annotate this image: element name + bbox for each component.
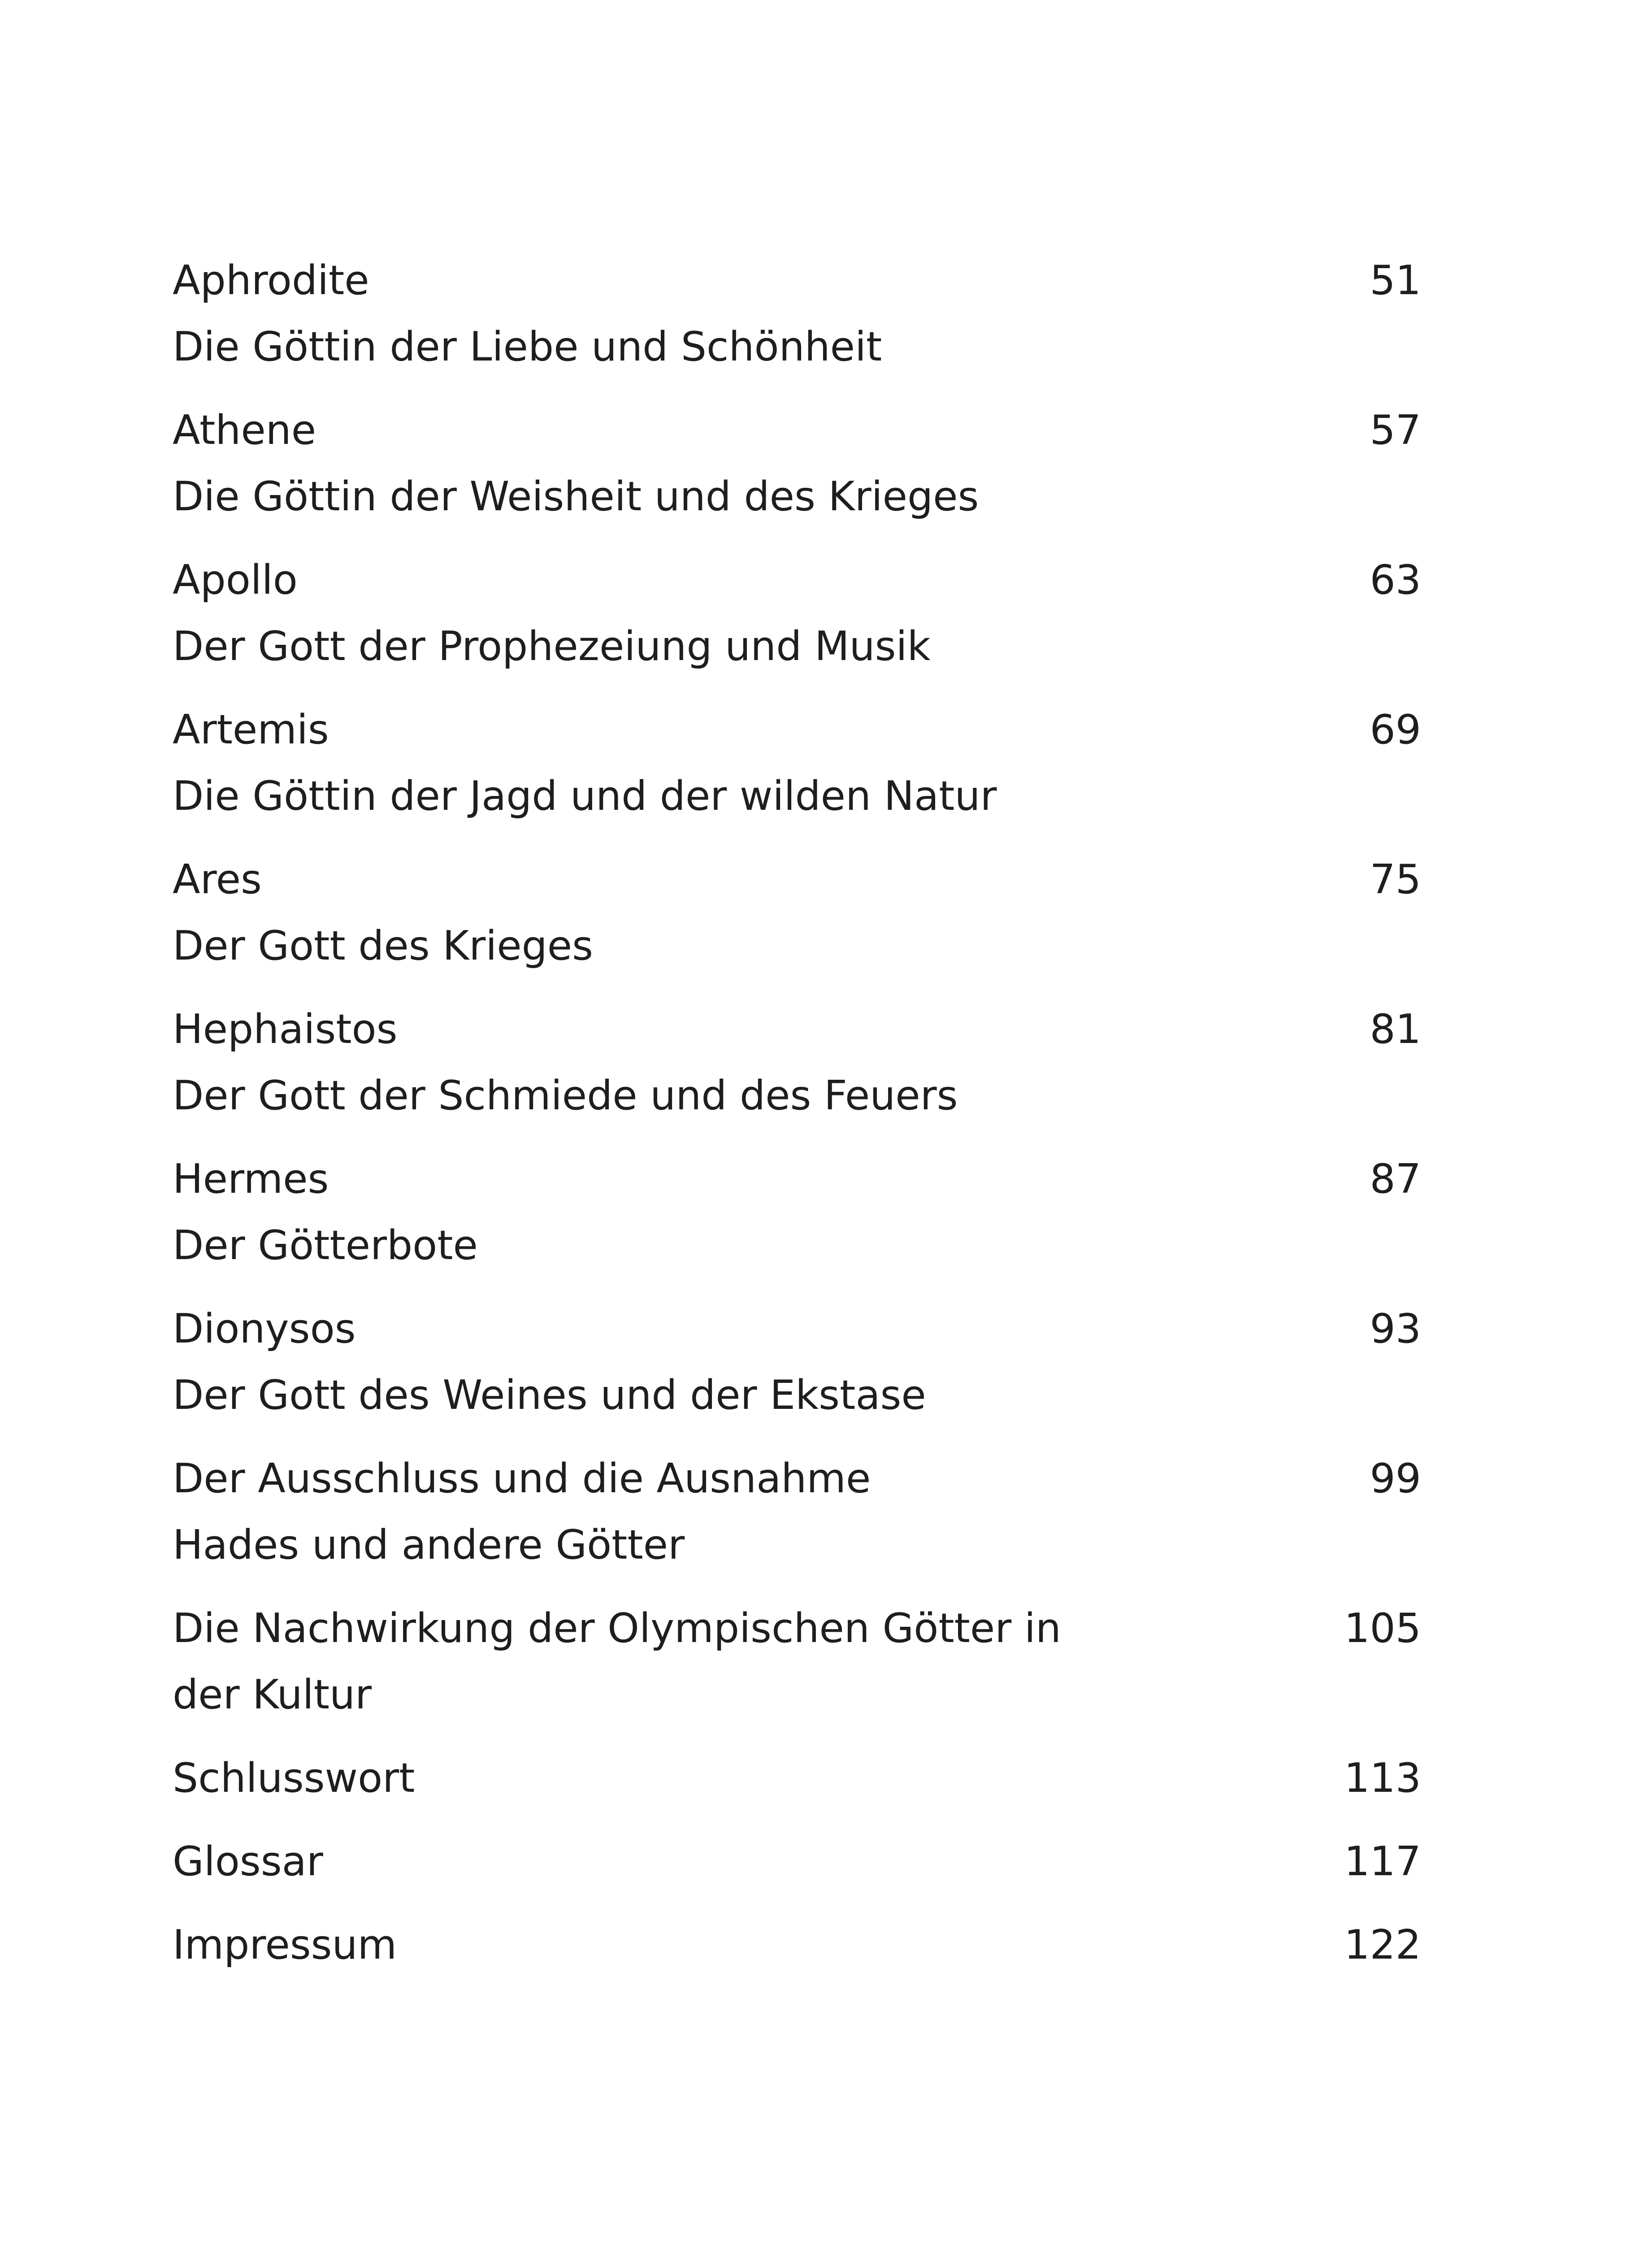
toc-entry-hephaistos[interactable] xyxy=(173,996,1421,1129)
toc-entry-title: Aphrodite xyxy=(173,257,369,304)
toc-entry-title: Glossar xyxy=(173,1838,323,1885)
toc-entry-title: Der Ausschluss und die Ausnahme xyxy=(173,1455,871,1502)
toc-entry-page-number: 117 xyxy=(1344,1838,1421,1885)
toc-entry-subtitle: Die Göttin der Liebe und Schönheit xyxy=(173,323,882,370)
toc-entry-page-number: 105 xyxy=(1344,1605,1421,1652)
toc-entry-page-number: 122 xyxy=(1344,1921,1421,1968)
toc-entry-page-number: 113 xyxy=(1344,1755,1421,1802)
toc-entry-page-number: 99 xyxy=(1370,1455,1421,1502)
toc-entry-subtitle: Der Gott des Krieges xyxy=(173,922,594,969)
toc-entry-dionysos[interactable] xyxy=(173,1296,1421,1429)
toc-entry-subtitle: Der Gott der Prophezeiung und Musik xyxy=(173,623,931,670)
toc-entry-title: Schlusswort xyxy=(173,1755,415,1802)
toc-entry-athene[interactable] xyxy=(173,397,1421,530)
toc-entry-page-number: 63 xyxy=(1370,556,1421,604)
toc-entry-title: Apollo xyxy=(173,556,298,604)
toc-entry-aphrodite[interactable] xyxy=(173,248,1421,380)
toc-entry-subtitle: Der Gott der Schmiede und des Feuers xyxy=(173,1072,958,1119)
toc-entry-page-number: 87 xyxy=(1370,1156,1421,1203)
toc-entry-subtitle: Die Göttin der Jagd und der wilden Natur xyxy=(173,773,997,820)
toc-entry-glossar[interactable] xyxy=(173,1829,1421,1895)
toc-entry-title: Hephaistos xyxy=(173,1006,398,1053)
toc-entry-apollo[interactable] xyxy=(173,547,1421,680)
toc-entry-subtitle: Der Götterbote xyxy=(173,1222,478,1269)
toc-entry-page-number: 93 xyxy=(1370,1305,1421,1352)
toc-entry-page-number: 75 xyxy=(1370,856,1421,903)
table-of-contents xyxy=(173,248,1421,1995)
toc-entry-subtitle: Der Gott des Weines und der Ekstase xyxy=(173,1372,926,1419)
toc-entry-page-number: 51 xyxy=(1370,257,1421,304)
toc-entry-title: Dionysos xyxy=(173,1305,356,1352)
toc-entry-artemis[interactable] xyxy=(173,697,1421,830)
toc-entry-impressum[interactable] xyxy=(173,1912,1421,1978)
toc-entry-nachwirkung[interactable] xyxy=(173,1595,1421,1728)
toc-entry-title: Hermes xyxy=(173,1156,329,1203)
toc-entry-title: Artemis xyxy=(173,706,329,753)
toc-entry-title: Impressum xyxy=(173,1921,397,1968)
toc-entry-title: Athene xyxy=(173,407,317,454)
toc-entry-subtitle: Hades und andere Götter xyxy=(173,1521,685,1569)
toc-entry-title: Ares xyxy=(173,856,262,903)
toc-entry-ausschluss[interactable] xyxy=(173,1446,1421,1578)
toc-entry-ares[interactable] xyxy=(173,847,1421,979)
toc-entry-title: Die Nachwirkung der Olympischen Götter in der Kultur xyxy=(173,1605,1061,1718)
toc-entry-schlusswort[interactable] xyxy=(173,1745,1421,1812)
toc-entry-page-number: 57 xyxy=(1370,407,1421,454)
toc-entry-page-number: 81 xyxy=(1370,1006,1421,1053)
toc-entry-subtitle: Die Göttin der Weisheit und des Krieges xyxy=(173,473,979,520)
toc-entry-hermes[interactable] xyxy=(173,1146,1421,1279)
toc-entry-page-number: 69 xyxy=(1370,706,1421,753)
